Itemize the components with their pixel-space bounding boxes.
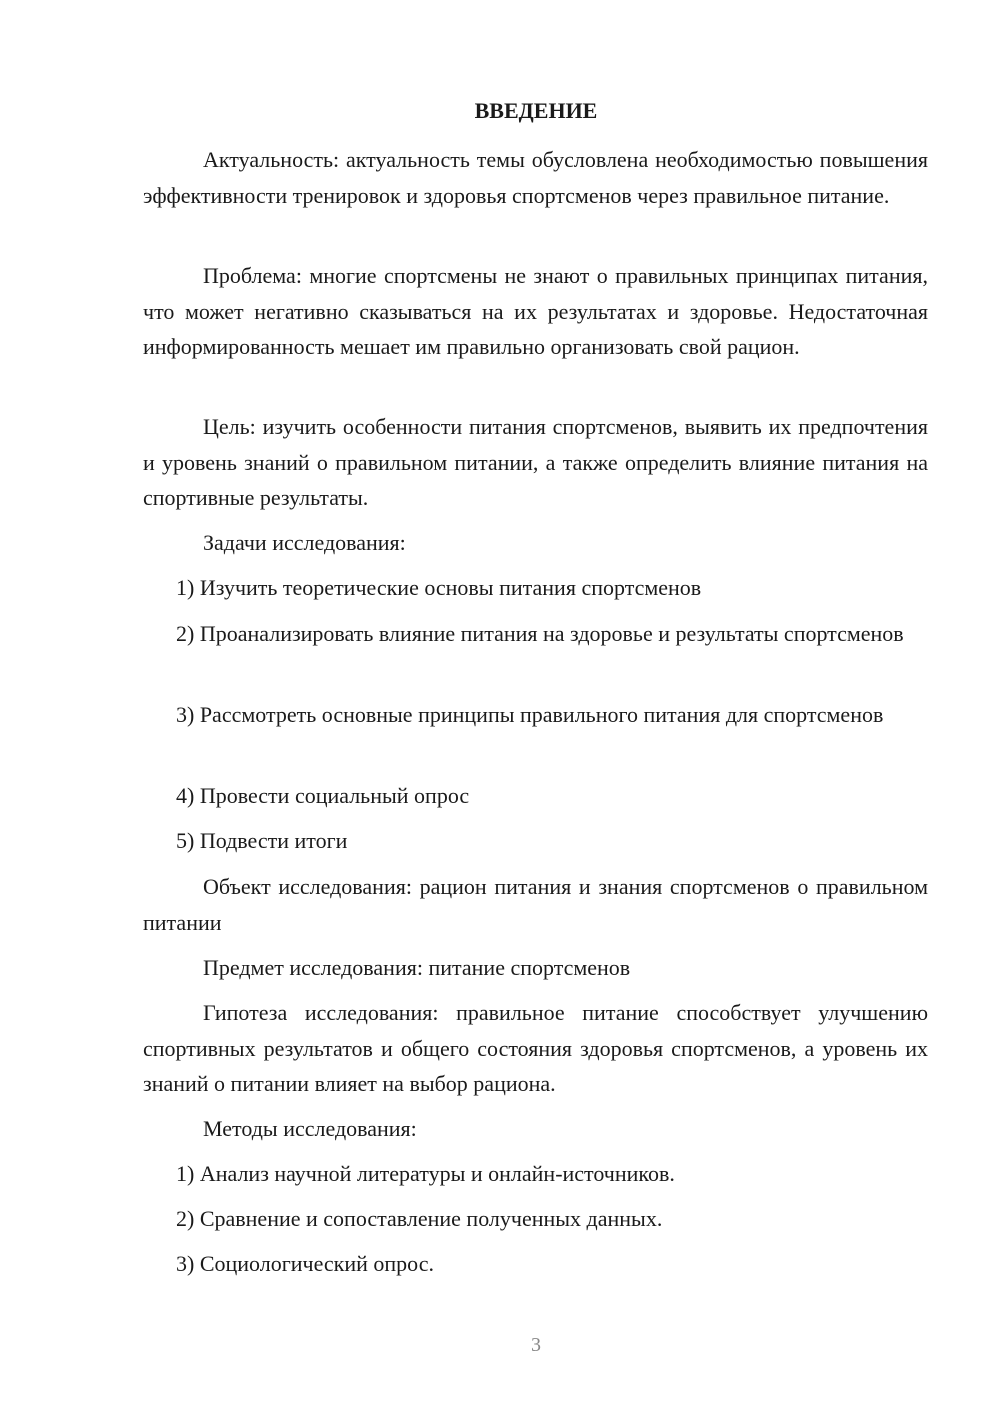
method-item-2: 2) Сравнение и сопоставление полученных данных.	[176, 1206, 663, 1231]
task-item-1: 1) Изучить теоретические основы питания спортсменов	[176, 575, 702, 600]
goal-text: Цель: изучить особенности питания спортсменов, выявить их предпочтения и уровень знаний о правильном питании, а также определить влияние питания на спортивные результаты.	[143, 414, 928, 510]
hypothesis-text: Гипотеза исследования: правильное питание способствует улучшению спортивных результатов и общего состояния здоровья спортсменов, а уровень их знаний о питании влияет на выбор рациона.	[143, 1000, 928, 1096]
goal-paragraph	[143, 409, 928, 516]
tasks-heading: Задачи исследования:	[203, 530, 406, 555]
method-item-1: 1) Анализ научной литературы и онлайн-источников.	[176, 1161, 675, 1186]
page-number: 3	[531, 1334, 541, 1356]
task-item-2: 2) Проанализировать влияние питания на здоровье и результаты спортсменов	[176, 621, 904, 646]
object-text: Объект исследования: рацион питания и знания спортсменов о правильном питании	[143, 874, 928, 935]
page-title: ВВЕДЕНИЕ	[474, 98, 598, 123]
method-item-3: 3) Социологический опрос.	[176, 1251, 434, 1276]
methods-heading: Методы исследования:	[203, 1116, 417, 1141]
task-item-4: 4) Провести социальный опрос	[176, 783, 470, 808]
task-item-3: 3) Рассмотреть основные принципы правильного питания для спортсменов	[176, 702, 884, 727]
relevance-text: Актуальность: актуальность темы обусловлена необходимостью повышения эффективности тренировок и здоровья спортсменов через правильное питание.	[143, 147, 928, 208]
problem-text: Проблема: многие спортсмены не знают о правильных принципах питания, что может негативно сказываться на их результатах и здоровье. Недостаточная информированность мешает им правильно организовать свой рацион.	[143, 263, 928, 359]
relevance-paragraph	[143, 142, 928, 213]
subject-paragraph: Предмет исследования: питание спортсменов	[203, 955, 631, 980]
object-paragraph	[143, 869, 928, 940]
task-item-5: 5) Подвести итоги	[176, 828, 348, 853]
problem-paragraph	[143, 258, 928, 365]
hypothesis-paragraph	[143, 995, 928, 1102]
